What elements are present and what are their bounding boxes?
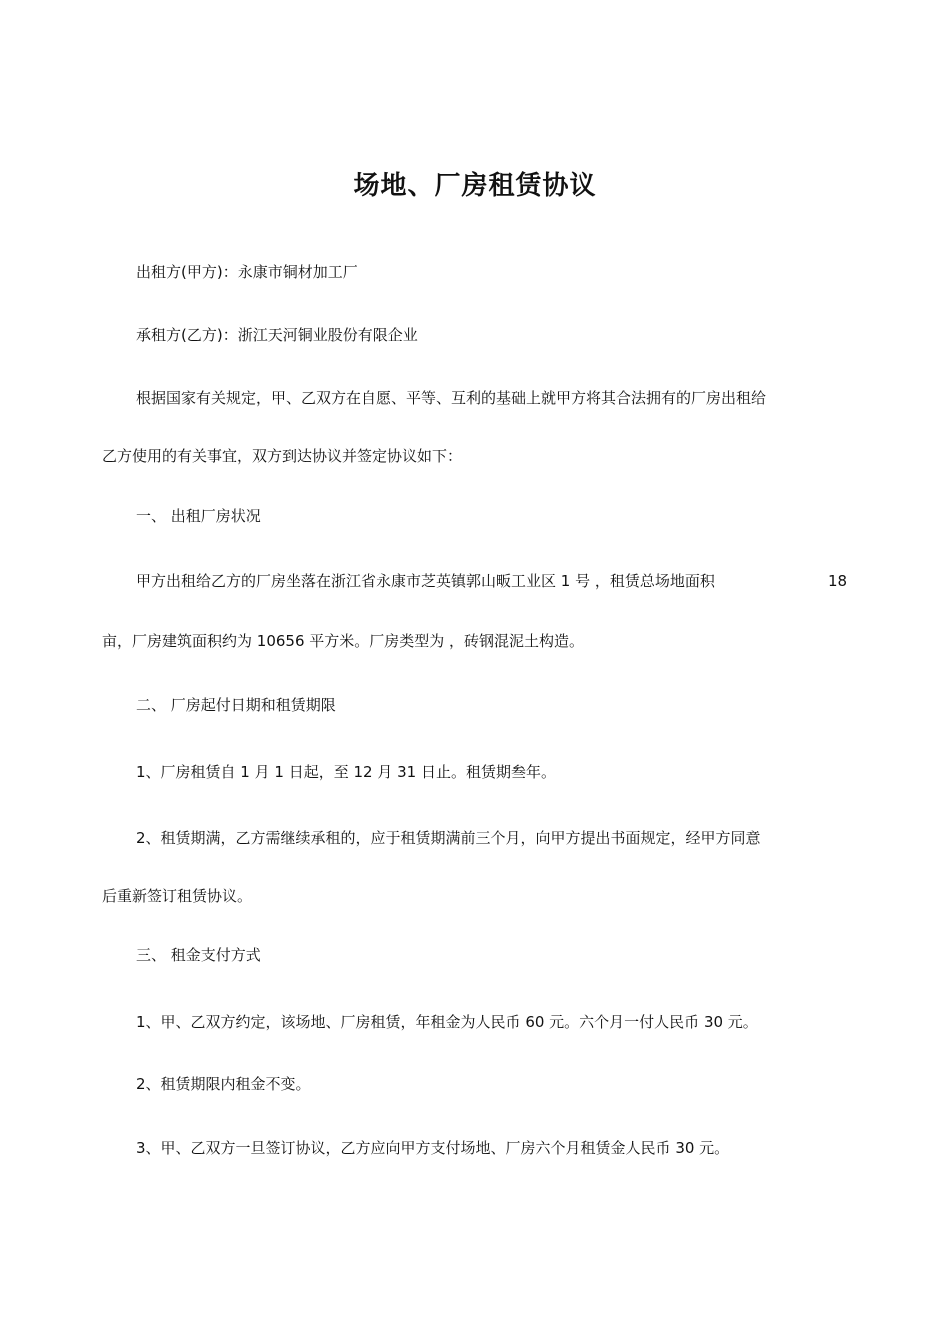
section-1-para-line-2: 亩，厂房建筑面积约为 10656 平方米。厂房类型为 ，砖钢混泥土构造。 <box>102 632 585 650</box>
section-1-para-line-1: 甲方出租给乙方的厂房坐落在浙江省永康市芝英镇郭山畈工业区 1 号 ，租赁总场地面积 <box>136 572 715 590</box>
intro-line-2: 乙方使用的有关事宜，双方到达协议并签定协议如下： <box>102 447 463 465</box>
section-2-heading: 二、 厂房起付日期和租赁期限 <box>136 696 336 714</box>
lessee-line: 承租方(乙方)：浙江天河铜业股份有限企业 <box>136 326 418 344</box>
section-3-item-2: 2、租赁期限内租金不变。 <box>136 1075 311 1093</box>
section-2-item-2-line-1: 2、租赁期满，乙方需继续承租的，应于租赁期满前三个月，向甲方提出书面规定，经甲方同意 <box>136 829 761 847</box>
section-3-heading: 三、 租金支付方式 <box>136 946 261 964</box>
section-3-item-1: 1、甲、乙双方约定，该场地、厂房租赁，年租金为人民币 60 元。六个月一付人民币 30 元。 <box>136 1013 758 1031</box>
section-2-item-2-line-2: 后重新签订租赁协议。 <box>102 887 253 905</box>
section-2-item-1: 1、厂房租赁自 1 月 1 日起，至 12 月 31 日止。租赁期叁年。 <box>136 763 556 781</box>
lessor-line: 出租方(甲方)：永康市铜材加工厂 <box>136 263 358 281</box>
section-1-area-number: 18 <box>828 572 848 590</box>
document-title: 场地、厂房租赁协议 <box>353 171 597 201</box>
intro-line-1: 根据国家有关规定，甲、乙双方在自愿、平等、互利的基础上就甲方将其合法拥有的厂房出租给 <box>136 389 767 407</box>
section-3-item-3: 3、甲、乙双方一旦签订协议，乙方应向甲方支付场地、厂房六个月租赁金人民币 30 元。 <box>136 1139 730 1157</box>
section-1-heading: 一、 出租厂房状况 <box>136 507 261 525</box>
